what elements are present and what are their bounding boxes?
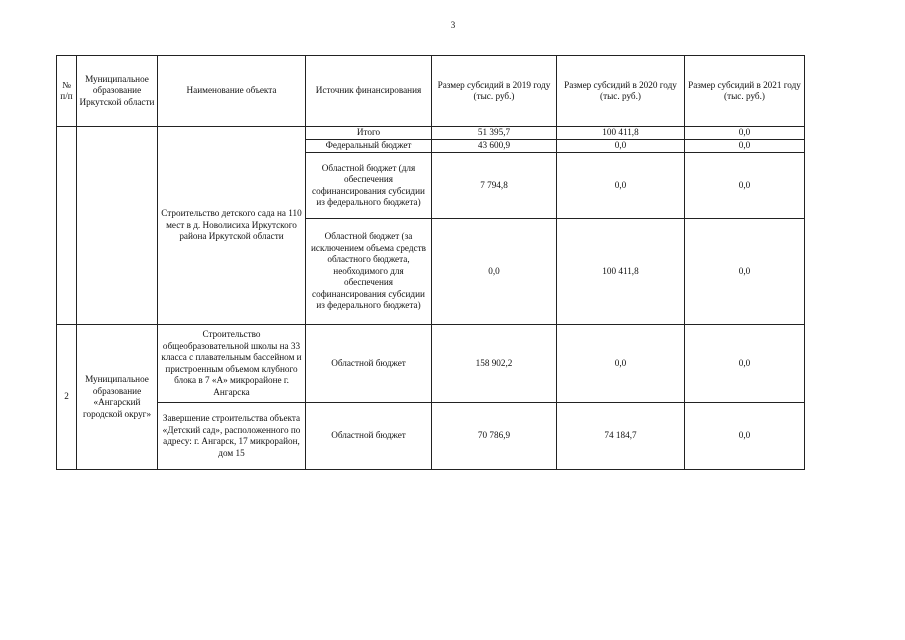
row-2020: 100 411,8 (557, 219, 685, 325)
row-2020: 74 184,7 (557, 403, 685, 470)
row-object: Завершение строительства объекта «Детский сад», расположенного по адресу: г. Ангарск, 17 микрорайон, дом 15 (158, 403, 306, 470)
row-source: Федеральный бюджет (306, 140, 432, 153)
page-number: 3 (450, 20, 456, 30)
row-source: Итого (306, 127, 432, 140)
row-2021: 0,0 (685, 127, 805, 140)
table-row (57, 325, 805, 403)
header-municipality: Муниципальное образование Иркутской области (77, 56, 158, 127)
row-2021: 0,0 (685, 325, 805, 403)
header-2019: Размер субсидий в 2019 году (тыс. руб.) (432, 56, 557, 127)
table-row (57, 403, 805, 470)
row-2019: 51 395,7 (432, 127, 557, 140)
row-2021: 0,0 (685, 140, 805, 153)
row-2019: 158 902,2 (432, 325, 557, 403)
row-source: Областной бюджет (за исключением объема средств областного бюджета, необходимого для обеспечения софинансирования субсидии из федерального бюджета) (306, 219, 432, 325)
row-num (57, 127, 77, 325)
row-2020: 100 411,8 (557, 127, 685, 140)
row-2021: 0,0 (685, 153, 805, 219)
header-source: Источник финансирования (306, 56, 432, 127)
row-object: Строительство детского сада на 110 мест в д. Новолисиха Иркутского района Иркутской области (158, 127, 306, 325)
row-municipality (77, 127, 158, 325)
subsidy-table (56, 55, 805, 470)
header-2021: Размер субсидий в 2021 году (тыс. руб.) (685, 56, 805, 127)
row-source: Областной бюджет (для обеспечения софинансирования субсидии из федерального бюджета) (306, 153, 432, 219)
row-2019: 70 786,9 (432, 403, 557, 470)
header-2020: Размер субсидий в 2020 году (тыс. руб.) (557, 56, 685, 127)
header-num: № п/п (57, 56, 77, 127)
row-2019: 43 600,9 (432, 140, 557, 153)
row-2021: 0,0 (685, 219, 805, 325)
row-2020: 0,0 (557, 325, 685, 403)
row-2020: 0,0 (557, 153, 685, 219)
row-object: Строительство общеобразовательной школы на 33 класса с плавательным бассейном и пристроенным объемом клубного блока в 7 «А» микрорайоне г. Ангарска (158, 325, 306, 403)
header-object: Наименование объекта (158, 56, 306, 127)
row-source: Областной бюджет (306, 403, 432, 470)
row-2021: 0,0 (685, 403, 805, 470)
table-row (57, 127, 805, 140)
row-municipality: Муниципальное образование «Ангарский городской округ» (77, 325, 158, 470)
row-2019: 0,0 (432, 219, 557, 325)
row-source: Областной бюджет (306, 325, 432, 403)
row-2020: 0,0 (557, 140, 685, 153)
header-row (57, 56, 805, 127)
row-num: 2 (57, 325, 77, 470)
row-2019: 7 794,8 (432, 153, 557, 219)
